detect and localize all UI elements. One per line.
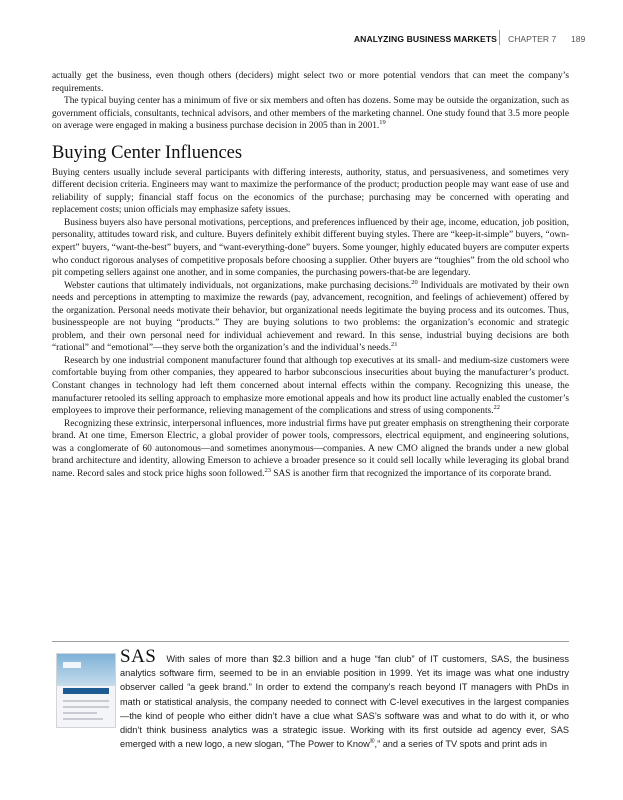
running-header: [0, 30, 623, 50]
paragraph: [52, 167, 569, 217]
paragraph: [52, 280, 569, 355]
footnote-ref: 20: [411, 278, 418, 286]
paragraph: [52, 217, 569, 280]
paragraph-text: Business buyers also have personal motivations, perceptions, and preferences influenced by their age, income, education, job position, personality, attitudes toward risk, and culture. Buyers definitely exhibit different buying styles. There are “keep-it-simple” buyers, “own-expert” buyers, “want-the-best” buyers, and “want-everything-done” buyers. Some younger, highly educated buyers are computer experts who conduct rigorous analyses of competitive proposals before choosing a supplier. Other buyers are “toughies” from the old school who pit competing sellers against one another, and in some companies, the purchasing powers-that-be are legendary.: [52, 217, 569, 279]
paragraph-text: Individuals are motivated by their own needs and perceptions in attempting to maximize the rewards (pay, advancement, recognition, and feelings of achievement) offered by the organization. Personal needs motivate their behavior, but organizational needs legitimate the buying process and its outcomes. Thus, businesspeople are not buying “products.” They are buying solutions to two problems: the organization’s economic and strategic problem, and their own personal need for individual achievement and reward. In this sense, industrial buying decisions are both “rational” and “emotional”—they serve both the organization’s and the individual’s needs.: [52, 280, 569, 354]
registered-mark: ®: [369, 738, 375, 746]
paragraph: [52, 355, 569, 418]
sas-text: With sales of more than $2.3 billion and a huge “fan club” of IT customers, SAS, the business analytics software firm, seemed to be in an enviable position in 1999. Yet its image was what one industry observer called “a geek brand.” In order to extend the company’s reach beyond IT managers with PhDs in math or statistical analysis, the company needed to connect with C-level executives in the largest companies—the kind of people who either didn’t have a clue what SAS’s software was and what to do with it, or who didn’t think business analytics was a strategic issue. Working with its first outside ad agency ever, SAS emerged with a new logo, a new slogan, “The Power to Know: [120, 654, 569, 750]
page-number: 189: [571, 34, 586, 44]
paragraph-text: The typical buying center has a minimum of five or six members and often has dozens. Some may be outside the organization, such as government officials, consultants, technical advisors, and other members of the marketing channel. One study found that 3.5 more people on average were engaged in making a business purchase decision in 2005 than in 2001.: [52, 96, 569, 132]
footnote-ref: 22: [493, 404, 501, 411]
paragraph-text: actually get the business, even though others (deciders) might select two or more potential vendors that can meet the company’s requirements.: [52, 71, 569, 94]
sas-text: ,” and a series of TV spots and print ads in: [374, 739, 547, 750]
body-text: [52, 70, 569, 480]
sas-paragraph: [52, 646, 569, 751]
paragraph-text: Buying centers usually include several participants with differing interests, authority, status, and persuasiveness, and sometimes very different decision criteria. Engineers may want to maximize the performance of the product; production people may want ease of use and reliability of supply; financial staff focus on the economics of the purchase; purchasing may be concerned with operating and replacement costs; union officials may emphasize safety issues.: [52, 167, 569, 216]
paragraph: [52, 418, 569, 481]
running-header-chapter: CHAPTER 7: [508, 34, 557, 44]
sas-heading: SAS: [120, 646, 157, 667]
footnote-ref: 19: [379, 119, 386, 127]
header-divider: [499, 30, 500, 45]
footnote-ref: 23: [264, 466, 271, 474]
running-header-section: ANALYZING BUSINESS MARKETS: [353, 34, 497, 44]
paragraph-text: Webster cautions that ultimately individuals, not organizations, make purchasing decisions.: [64, 280, 412, 291]
paragraph: [52, 95, 569, 133]
paragraph-text: Research by one industrial component manufacturer found that although top executives at its small- and medium-size customers were comfortable buying from other companies, they appeared to harbor subconscious insecurities about buying the manufacturer’s product. Constant changes in technology had left them concerned about internal effects within the company. Recognizing this unease, the manufacturer retooled its selling approach to emphasize more emotional appeals and how its product line actually enabled the customer’s employees to improve their performance, relieving management of the complications and stress of using components.: [52, 355, 569, 417]
box-divider: [52, 641, 569, 642]
section-heading: Buying Center Influences: [52, 142, 243, 163]
paragraph-text: Recognizing these extrinsic, interpersonal influences, more industrial firms have put greater emphasis on strengthening their corporate brand. At one time, Emerson Electric, a global provider of power tools, compressors, electrical equipment, and engineering solutions, was a conglomerate of 60 autonomous—and sometimes anonymous—companies. A new CMO aligned the brands under a new global brand architecture and identity, allowing Emerson to achieve a broader presence so it could sell locally while leveraging its global brand name. Record sales and stock price highs soon followed.: [52, 418, 569, 479]
paragraph: [52, 70, 569, 95]
sas-case-box: [52, 646, 569, 751]
footnote-ref: 21: [391, 341, 398, 349]
paragraph-text: SAS is another firm that recognized the importance of its corporate brand.: [270, 468, 552, 479]
